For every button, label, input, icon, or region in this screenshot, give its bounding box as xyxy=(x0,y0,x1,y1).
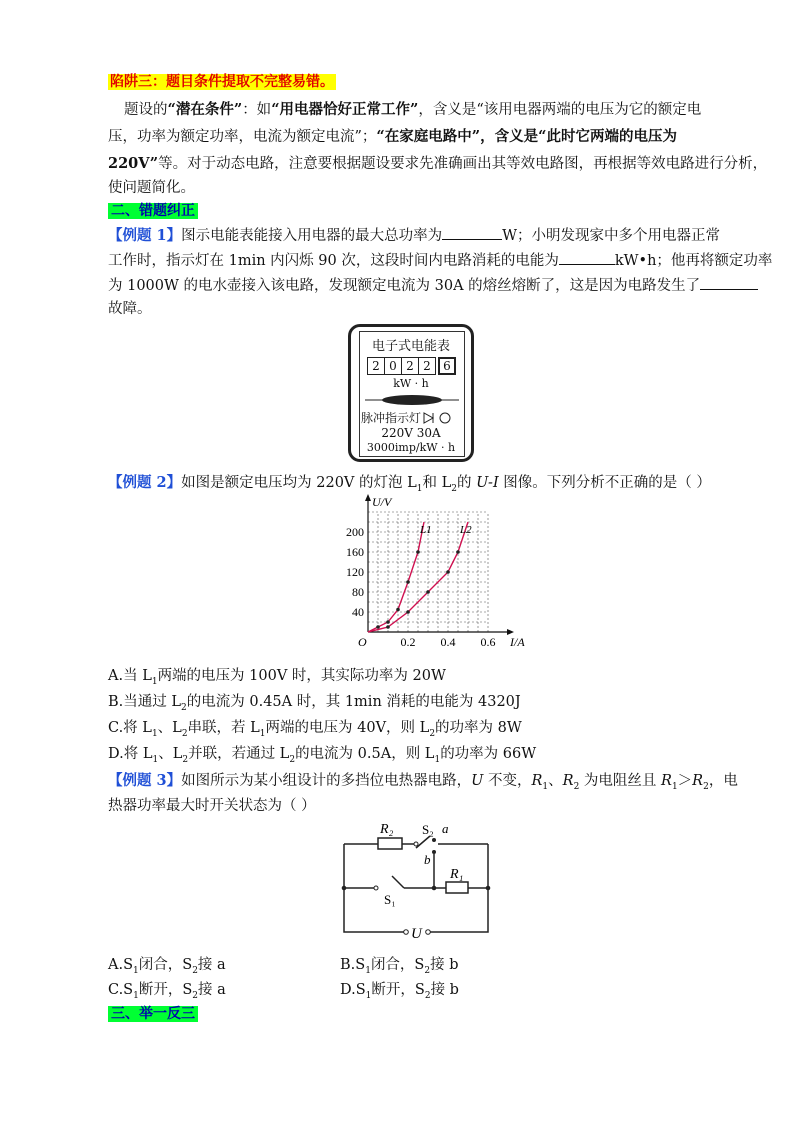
node-right xyxy=(486,886,491,891)
terminal-left xyxy=(404,930,409,935)
ex2-option-a: A.当 $L_1$两端的电压为 100V 时，其实际功率为 20W xyxy=(108,668,446,687)
meter-digit: 2 xyxy=(367,357,385,375)
data-point xyxy=(416,550,420,554)
meter-pulse-label: 脉冲指示灯 xyxy=(361,411,422,425)
section3-heading: 三、举一反三 xyxy=(108,1004,198,1024)
meter-digit: 0 xyxy=(385,357,402,375)
y-tick-label: 40 xyxy=(352,605,364,619)
data-point xyxy=(406,580,410,584)
terminal-right xyxy=(426,930,431,935)
voltage-label: U xyxy=(411,926,422,942)
ex2-question: 【例题 2】如图是额定电压均为 220V 的灯泡 $L_1$和 $L_2$的 U-I 图像。下列分析不正确的是（ ） xyxy=(108,474,711,494)
y-tick-label: 200 xyxy=(346,525,364,539)
ex3-option-c: $C.S_1$断开，$S_2$接 a xyxy=(108,982,226,1001)
meter-pulse-row xyxy=(361,409,453,426)
y-tick-label: 120 xyxy=(346,565,364,579)
s2-pivot xyxy=(414,842,418,846)
trap3-heading: 陷阱三：题目条件提取不完整易错。 xyxy=(110,74,334,90)
data-point xyxy=(446,570,450,574)
s1-pivot xyxy=(374,886,378,890)
trap3-line-1: 题设的“潜在条件”：如“用电器恰好正常工作”，含义是“该用电器两端的电压为它的额定电 xyxy=(124,101,702,118)
data-point xyxy=(406,610,410,614)
x-tick-label: 0.6 xyxy=(480,635,496,649)
meter-constant: 3000imp/kW · h xyxy=(366,441,456,454)
trap3-line-3: 220V”等。对于动态电路，注意要根据题设要求先准确画出其等效电路图，再根据等效电路进行分析， xyxy=(108,155,768,172)
ex3-option-a: $A.S_1$闭合，$S_2$接 a xyxy=(108,957,226,976)
series-label: L1 xyxy=(420,524,432,536)
y-tick-label: 80 xyxy=(352,585,364,599)
ex1-line-3: 为 1000W 的电水壶接入该电路，发现额定电流为 30A 的熔丝熔断了，这是因为电路发生了 xyxy=(108,275,758,296)
meter-digit-last: 6 xyxy=(438,357,456,375)
s2-label: S₂ xyxy=(422,822,434,837)
pulse-led-icon xyxy=(423,411,453,425)
ex1-blank-3 xyxy=(700,275,758,290)
node-left xyxy=(342,886,347,891)
data-point xyxy=(376,625,380,629)
s2-contact-b xyxy=(432,850,436,854)
ex1-blank-2 xyxy=(559,250,615,265)
data-point xyxy=(456,550,460,554)
meter-dial-icon xyxy=(365,393,459,407)
r1-resistor xyxy=(446,882,468,893)
meter-digits xyxy=(367,357,456,375)
meter-digit: 2 xyxy=(402,357,419,375)
energy-meter xyxy=(348,324,474,462)
ex1-line-4: 故障。 xyxy=(108,301,152,317)
ex3-line-1: 【例题 3】如图所示为某小组设计的多挡位电热器电路，U 不变，$R_1$、$R_2$ 为电阻丝且 $R_1>R_2$，电 xyxy=(108,772,738,792)
series-label: L2 xyxy=(460,524,472,536)
s2-contact-a xyxy=(432,838,436,842)
data-point xyxy=(426,590,430,594)
ex1-line-2: 工作时，指示灯在 1min 内闪烁 90 次，这段时间内电路消耗的电能为 kW•h；他再将额定功率 xyxy=(108,250,772,271)
origin-label: O xyxy=(358,635,367,649)
ex3-line-2: 热器功率最大时开关状态为（ ） xyxy=(108,798,316,814)
meter-title: 电子式电能表 xyxy=(371,339,450,354)
y-tick-label: 160 xyxy=(346,545,364,559)
contact-b-label: b xyxy=(424,852,431,867)
meter-rating: 220V 30A xyxy=(381,426,441,440)
ex2-option-d: D.将 $L_1$、$L_2$并联，若通过 $L_2$的电流为 0.5A，则 $L_1$的功率为 66W xyxy=(108,746,537,765)
y-axis-label: U/V xyxy=(372,495,392,509)
meter-digit: 2 xyxy=(419,357,436,375)
data-point xyxy=(386,620,390,624)
ex3-option-b: $B.S_1$闭合，$S_2$接 b xyxy=(340,957,459,976)
s1-label: S₁ xyxy=(384,892,396,907)
meter-unit: kW · h xyxy=(393,377,429,390)
ex1-line-1: 【例题 1】图示电能表能接入用电器的最大总功率为 W；小明发现家中多个用电器正常 xyxy=(108,227,721,244)
ex2-option-b: B.当通过 $L_2$的电流为 0.45A 时，其 1min 消耗的电能为 4320J xyxy=(108,694,521,713)
heater-circuit xyxy=(338,818,498,948)
r2-label: R₂ xyxy=(380,822,394,837)
x-tick-label: 0.4 xyxy=(440,635,456,649)
trap3-line-4: 使问题简化。 xyxy=(108,180,195,196)
r2-resistor xyxy=(378,838,402,849)
series-line-l1 xyxy=(368,522,424,632)
contact-a-label: a xyxy=(442,821,449,836)
trap3-line-2: 压，功率为额定功率，电流为额定电流”；“在家庭电路中”，含义是“此时它两端的电压为 xyxy=(108,128,677,145)
data-point xyxy=(386,625,390,629)
ex3-option-d: $D.S_1$断开，$S_2$接 b xyxy=(340,982,459,1001)
x-tick-label: 0.2 xyxy=(400,635,416,649)
ex1-blank-1 xyxy=(442,225,502,240)
x-axis-label: I/A xyxy=(510,635,525,649)
ex2-option-c: C.将 $L_1$、$L_2$串联，若 $L_1$两端的电压为 40V，则 $L_2$的功率为 8W xyxy=(108,720,522,739)
section2-heading: 二、错题纠正 xyxy=(108,201,198,221)
ui-chart xyxy=(322,495,525,658)
node-middle xyxy=(432,886,437,891)
data-point xyxy=(396,608,400,612)
r1-label: R₁ xyxy=(450,867,464,882)
